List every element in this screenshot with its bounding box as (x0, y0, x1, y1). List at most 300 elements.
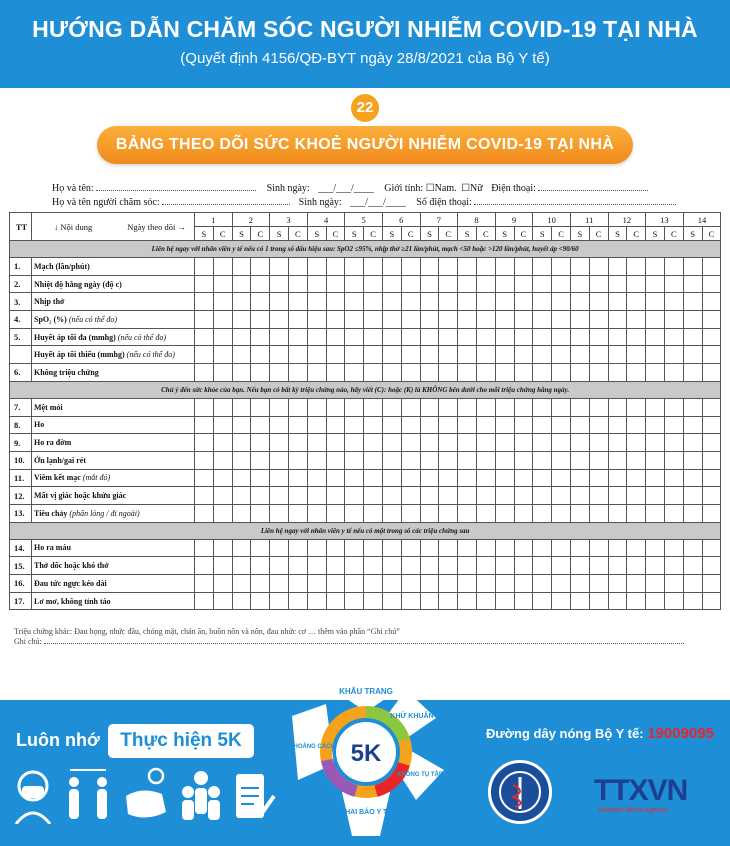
entry-cell[interactable] (195, 275, 214, 293)
entry-cell[interactable] (195, 398, 214, 416)
entry-cell[interactable] (476, 451, 495, 469)
entry-cell[interactable] (458, 398, 477, 416)
entry-cell[interactable] (589, 328, 608, 346)
entry-cell[interactable] (420, 346, 439, 364)
entry-cell[interactable] (495, 275, 514, 293)
entry-cell[interactable] (552, 275, 571, 293)
entry-cell[interactable] (195, 293, 214, 311)
entry-cell[interactable] (702, 311, 721, 329)
entry-cell[interactable] (420, 557, 439, 575)
entry-cell[interactable] (213, 592, 232, 610)
entry-cell[interactable] (251, 293, 270, 311)
entry-cell[interactable] (570, 487, 589, 505)
entry-cell[interactable] (382, 575, 401, 593)
entry-cell[interactable] (213, 328, 232, 346)
entry-cell[interactable] (288, 469, 307, 487)
entry-cell[interactable] (552, 328, 571, 346)
entry-cell[interactable] (589, 364, 608, 382)
entry-cell[interactable] (251, 416, 270, 434)
entry-cell[interactable] (533, 451, 552, 469)
entry-cell[interactable] (345, 469, 364, 487)
entry-cell[interactable] (251, 328, 270, 346)
entry-cell[interactable] (476, 434, 495, 452)
entry-cell[interactable] (664, 575, 683, 593)
entry-cell[interactable] (495, 398, 514, 416)
entry-cell[interactable] (232, 557, 251, 575)
entry-cell[interactable] (232, 451, 251, 469)
entry-cell[interactable] (326, 469, 345, 487)
entry-cell[interactable] (307, 311, 326, 329)
entry-cell[interactable] (213, 434, 232, 452)
entry-cell[interactable] (570, 328, 589, 346)
entry-cell[interactable] (439, 539, 458, 557)
entry-cell[interactable] (213, 364, 232, 382)
entry-cell[interactable] (364, 575, 383, 593)
entry-cell[interactable] (345, 364, 364, 382)
entry-cell[interactable] (270, 504, 289, 522)
entry-cell[interactable] (476, 592, 495, 610)
entry-cell[interactable] (458, 575, 477, 593)
carer-phone-field[interactable] (474, 196, 676, 205)
entry-cell[interactable] (514, 539, 533, 557)
entry-cell[interactable] (646, 487, 665, 505)
notes-field[interactable] (14, 637, 684, 646)
entry-cell[interactable] (458, 275, 477, 293)
entry-cell[interactable] (195, 258, 214, 276)
entry-cell[interactable] (495, 416, 514, 434)
entry-cell[interactable] (439, 398, 458, 416)
entry-cell[interactable] (439, 293, 458, 311)
entry-cell[interactable] (195, 364, 214, 382)
entry-cell[interactable] (270, 311, 289, 329)
entry-cell[interactable] (664, 275, 683, 293)
entry-cell[interactable] (664, 504, 683, 522)
entry-cell[interactable] (270, 469, 289, 487)
entry-cell[interactable] (270, 328, 289, 346)
entry-cell[interactable] (439, 346, 458, 364)
entry-cell[interactable] (570, 275, 589, 293)
entry-cell[interactable] (476, 557, 495, 575)
entry-cell[interactable] (552, 364, 571, 382)
entry-cell[interactable] (364, 416, 383, 434)
entry-cell[interactable] (364, 434, 383, 452)
entry-cell[interactable] (627, 487, 646, 505)
entry-cell[interactable] (420, 487, 439, 505)
entry-cell[interactable] (552, 346, 571, 364)
entry-cell[interactable] (326, 592, 345, 610)
entry-cell[interactable] (307, 557, 326, 575)
dob-field[interactable]: ___/___/____ (318, 183, 374, 194)
entry-cell[interactable] (608, 451, 627, 469)
entry-cell[interactable] (589, 311, 608, 329)
entry-cell[interactable] (533, 487, 552, 505)
entry-cell[interactable] (439, 311, 458, 329)
entry-cell[interactable] (589, 487, 608, 505)
entry-cell[interactable] (288, 451, 307, 469)
entry-cell[interactable] (664, 451, 683, 469)
entry-cell[interactable] (552, 416, 571, 434)
entry-cell[interactable] (401, 504, 420, 522)
entry-cell[interactable] (307, 258, 326, 276)
entry-cell[interactable] (382, 346, 401, 364)
entry-cell[interactable] (307, 328, 326, 346)
entry-cell[interactable] (683, 592, 702, 610)
entry-cell[interactable] (345, 293, 364, 311)
entry-cell[interactable] (420, 311, 439, 329)
entry-cell[interactable] (345, 451, 364, 469)
entry-cell[interactable] (382, 451, 401, 469)
entry-cell[interactable] (589, 258, 608, 276)
entry-cell[interactable] (533, 469, 552, 487)
entry-cell[interactable] (345, 539, 364, 557)
entry-cell[interactable] (495, 293, 514, 311)
entry-cell[interactable] (702, 346, 721, 364)
gender-male-checkbox[interactable]: ☐Nam. (425, 183, 457, 194)
entry-cell[interactable] (401, 346, 420, 364)
entry-cell[interactable] (514, 504, 533, 522)
entry-cell[interactable] (683, 311, 702, 329)
entry-cell[interactable] (364, 451, 383, 469)
entry-cell[interactable] (533, 575, 552, 593)
entry-cell[interactable] (495, 487, 514, 505)
entry-cell[interactable] (364, 398, 383, 416)
entry-cell[interactable] (307, 487, 326, 505)
entry-cell[interactable] (195, 469, 214, 487)
entry-cell[interactable] (608, 575, 627, 593)
entry-cell[interactable] (401, 539, 420, 557)
entry-cell[interactable] (664, 346, 683, 364)
entry-cell[interactable] (627, 504, 646, 522)
entry-cell[interactable] (589, 592, 608, 610)
entry-cell[interactable] (570, 311, 589, 329)
entry-cell[interactable] (288, 258, 307, 276)
entry-cell[interactable] (514, 275, 533, 293)
entry-cell[interactable] (495, 575, 514, 593)
entry-cell[interactable] (401, 469, 420, 487)
entry-cell[interactable] (420, 592, 439, 610)
entry-cell[interactable] (401, 293, 420, 311)
entry-cell[interactable] (683, 434, 702, 452)
entry-cell[interactable] (213, 469, 232, 487)
entry-cell[interactable] (439, 557, 458, 575)
entry-cell[interactable] (664, 364, 683, 382)
entry-cell[interactable] (476, 346, 495, 364)
entry-cell[interactable] (627, 539, 646, 557)
entry-cell[interactable] (683, 504, 702, 522)
entry-cell[interactable] (439, 364, 458, 382)
entry-cell[interactable] (364, 539, 383, 557)
entry-cell[interactable] (345, 575, 364, 593)
entry-cell[interactable] (683, 451, 702, 469)
entry-cell[interactable] (589, 451, 608, 469)
entry-cell[interactable] (646, 311, 665, 329)
entry-cell[interactable] (476, 504, 495, 522)
entry-cell[interactable] (195, 592, 214, 610)
entry-cell[interactable] (514, 311, 533, 329)
entry-cell[interactable] (646, 557, 665, 575)
entry-cell[interactable] (702, 398, 721, 416)
entry-cell[interactable] (307, 364, 326, 382)
entry-cell[interactable] (326, 275, 345, 293)
entry-cell[interactable] (627, 592, 646, 610)
entry-cell[interactable] (195, 311, 214, 329)
entry-cell[interactable] (382, 557, 401, 575)
entry-cell[interactable] (195, 557, 214, 575)
entry-cell[interactable] (646, 346, 665, 364)
entry-cell[interactable] (683, 293, 702, 311)
entry-cell[interactable] (364, 275, 383, 293)
entry-cell[interactable] (439, 451, 458, 469)
entry-cell[interactable] (251, 539, 270, 557)
entry-cell[interactable] (683, 575, 702, 593)
entry-cell[interactable] (458, 311, 477, 329)
entry-cell[interactable] (345, 275, 364, 293)
entry-cell[interactable] (702, 575, 721, 593)
entry-cell[interactable] (232, 469, 251, 487)
entry-cell[interactable] (401, 451, 420, 469)
entry-cell[interactable] (683, 275, 702, 293)
entry-cell[interactable] (570, 592, 589, 610)
phone-field[interactable] (538, 182, 648, 191)
entry-cell[interactable] (439, 504, 458, 522)
entry-cell[interactable] (213, 504, 232, 522)
entry-cell[interactable] (476, 469, 495, 487)
entry-cell[interactable] (683, 346, 702, 364)
entry-cell[interactable] (683, 364, 702, 382)
entry-cell[interactable] (627, 416, 646, 434)
entry-cell[interactable] (213, 311, 232, 329)
entry-cell[interactable] (401, 398, 420, 416)
entry-cell[interactable] (270, 575, 289, 593)
entry-cell[interactable] (232, 592, 251, 610)
entry-cell[interactable] (476, 293, 495, 311)
entry-cell[interactable] (664, 398, 683, 416)
entry-cell[interactable] (420, 469, 439, 487)
entry-cell[interactable] (552, 398, 571, 416)
entry-cell[interactable] (627, 451, 646, 469)
entry-cell[interactable] (627, 311, 646, 329)
entry-cell[interactable] (326, 398, 345, 416)
entry-cell[interactable] (458, 364, 477, 382)
entry-cell[interactable] (627, 328, 646, 346)
entry-cell[interactable] (514, 434, 533, 452)
entry-cell[interactable] (533, 364, 552, 382)
entry-cell[interactable] (232, 328, 251, 346)
entry-cell[interactable] (683, 557, 702, 575)
entry-cell[interactable] (195, 539, 214, 557)
entry-cell[interactable] (514, 487, 533, 505)
entry-cell[interactable] (251, 504, 270, 522)
entry-cell[interactable] (495, 328, 514, 346)
gender-female-checkbox[interactable]: ☐Nữ (461, 183, 483, 194)
entry-cell[interactable] (382, 275, 401, 293)
entry-cell[interactable] (589, 469, 608, 487)
entry-cell[interactable] (627, 346, 646, 364)
entry-cell[interactable] (232, 398, 251, 416)
entry-cell[interactable] (646, 275, 665, 293)
entry-cell[interactable] (608, 311, 627, 329)
entry-cell[interactable] (458, 416, 477, 434)
entry-cell[interactable] (307, 575, 326, 593)
entry-cell[interactable] (307, 469, 326, 487)
entry-cell[interactable] (608, 416, 627, 434)
entry-cell[interactable] (514, 398, 533, 416)
entry-cell[interactable] (514, 328, 533, 346)
entry-cell[interactable] (627, 575, 646, 593)
entry-cell[interactable] (326, 487, 345, 505)
entry-cell[interactable] (702, 328, 721, 346)
entry-cell[interactable] (232, 416, 251, 434)
entry-cell[interactable] (345, 434, 364, 452)
entry-cell[interactable] (608, 364, 627, 382)
entry-cell[interactable] (458, 504, 477, 522)
entry-cell[interactable] (589, 416, 608, 434)
entry-cell[interactable] (213, 258, 232, 276)
entry-cell[interactable] (458, 293, 477, 311)
entry-cell[interactable] (533, 398, 552, 416)
entry-cell[interactable] (608, 258, 627, 276)
entry-cell[interactable] (570, 539, 589, 557)
entry-cell[interactable] (382, 311, 401, 329)
entry-cell[interactable] (476, 416, 495, 434)
entry-cell[interactable] (232, 293, 251, 311)
entry-cell[interactable] (195, 416, 214, 434)
entry-cell[interactable] (420, 293, 439, 311)
entry-cell[interactable] (420, 275, 439, 293)
entry-cell[interactable] (533, 557, 552, 575)
entry-cell[interactable] (288, 504, 307, 522)
entry-cell[interactable] (646, 575, 665, 593)
entry-cell[interactable] (476, 398, 495, 416)
entry-cell[interactable] (702, 258, 721, 276)
entry-cell[interactable] (251, 469, 270, 487)
entry-cell[interactable] (251, 451, 270, 469)
entry-cell[interactable] (439, 328, 458, 346)
entry-cell[interactable] (288, 328, 307, 346)
entry-cell[interactable] (608, 434, 627, 452)
entry-cell[interactable] (345, 557, 364, 575)
entry-cell[interactable] (702, 469, 721, 487)
entry-cell[interactable] (646, 258, 665, 276)
entry-cell[interactable] (495, 346, 514, 364)
entry-cell[interactable] (232, 311, 251, 329)
entry-cell[interactable] (627, 293, 646, 311)
entry-cell[interactable] (439, 592, 458, 610)
entry-cell[interactable] (589, 504, 608, 522)
entry-cell[interactable] (664, 328, 683, 346)
entry-cell[interactable] (213, 539, 232, 557)
entry-cell[interactable] (608, 328, 627, 346)
entry-cell[interactable] (608, 398, 627, 416)
entry-cell[interactable] (420, 539, 439, 557)
entry-cell[interactable] (288, 364, 307, 382)
entry-cell[interactable] (608, 469, 627, 487)
entry-cell[interactable] (683, 398, 702, 416)
entry-cell[interactable] (251, 311, 270, 329)
entry-cell[interactable] (270, 487, 289, 505)
entry-cell[interactable] (514, 451, 533, 469)
entry-cell[interactable] (251, 275, 270, 293)
entry-cell[interactable] (608, 557, 627, 575)
entry-cell[interactable] (307, 398, 326, 416)
entry-cell[interactable] (364, 504, 383, 522)
entry-cell[interactable] (382, 487, 401, 505)
entry-cell[interactable] (570, 416, 589, 434)
entry-cell[interactable] (213, 557, 232, 575)
entry-cell[interactable] (270, 398, 289, 416)
entry-cell[interactable] (382, 592, 401, 610)
entry-cell[interactable] (476, 328, 495, 346)
entry-cell[interactable] (326, 539, 345, 557)
entry-cell[interactable] (232, 487, 251, 505)
entry-cell[interactable] (326, 311, 345, 329)
entry-cell[interactable] (495, 311, 514, 329)
entry-cell[interactable] (627, 469, 646, 487)
entry-cell[interactable] (533, 328, 552, 346)
entry-cell[interactable] (702, 539, 721, 557)
entry-cell[interactable] (364, 258, 383, 276)
entry-cell[interactable] (270, 539, 289, 557)
entry-cell[interactable] (664, 557, 683, 575)
entry-cell[interactable] (608, 487, 627, 505)
entry-cell[interactable] (382, 258, 401, 276)
entry-cell[interactable] (251, 592, 270, 610)
entry-cell[interactable] (608, 539, 627, 557)
entry-cell[interactable] (326, 575, 345, 593)
entry-cell[interactable] (608, 504, 627, 522)
entry-cell[interactable] (232, 275, 251, 293)
entry-cell[interactable] (307, 451, 326, 469)
entry-cell[interactable] (307, 416, 326, 434)
entry-cell[interactable] (570, 434, 589, 452)
entry-cell[interactable] (195, 328, 214, 346)
entry-cell[interactable] (382, 328, 401, 346)
entry-cell[interactable] (382, 416, 401, 434)
entry-cell[interactable] (307, 434, 326, 452)
entry-cell[interactable] (608, 592, 627, 610)
entry-cell[interactable] (664, 311, 683, 329)
entry-cell[interactable] (439, 416, 458, 434)
entry-cell[interactable] (702, 434, 721, 452)
entry-cell[interactable] (458, 434, 477, 452)
entry-cell[interactable] (514, 557, 533, 575)
entry-cell[interactable] (345, 258, 364, 276)
entry-cell[interactable] (364, 346, 383, 364)
entry-cell[interactable] (683, 416, 702, 434)
entry-cell[interactable] (608, 293, 627, 311)
entry-cell[interactable] (552, 434, 571, 452)
entry-cell[interactable] (570, 575, 589, 593)
entry-cell[interactable] (288, 398, 307, 416)
entry-cell[interactable] (270, 364, 289, 382)
entry-cell[interactable] (458, 328, 477, 346)
entry-cell[interactable] (646, 434, 665, 452)
entry-cell[interactable] (514, 346, 533, 364)
entry-cell[interactable] (533, 275, 552, 293)
entry-cell[interactable] (232, 258, 251, 276)
entry-cell[interactable] (589, 539, 608, 557)
entry-cell[interactable] (476, 487, 495, 505)
entry-cell[interactable] (552, 592, 571, 610)
entry-cell[interactable] (627, 434, 646, 452)
entry-cell[interactable] (683, 328, 702, 346)
entry-cell[interactable] (307, 539, 326, 557)
entry-cell[interactable] (251, 487, 270, 505)
entry-cell[interactable] (458, 451, 477, 469)
entry-cell[interactable] (570, 346, 589, 364)
entry-cell[interactable] (552, 451, 571, 469)
entry-cell[interactable] (570, 451, 589, 469)
